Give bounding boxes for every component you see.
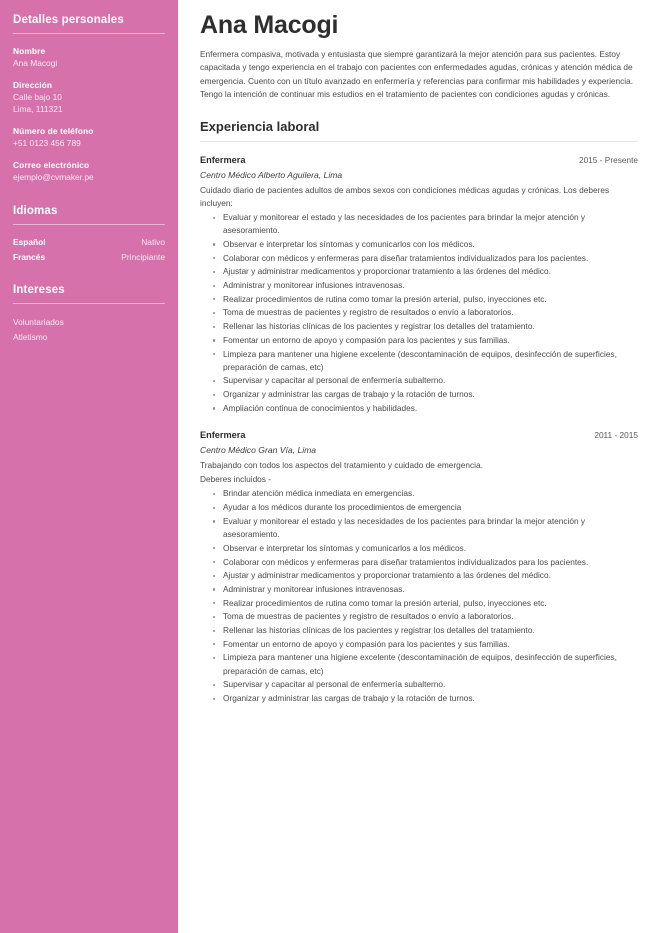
interest-item: Atletismo	[13, 332, 48, 342]
job-organization: Centro Médico Gran Vía, Lima	[200, 445, 317, 456]
job-description-line2: Deberes incluidos -	[200, 474, 272, 485]
field-telefono	[13, 125, 165, 149]
field-telefono-label: Número de teléfono	[13, 126, 94, 136]
job-title: Enfermera	[200, 154, 246, 165]
list-item: Organizar y administrar las cargas de trabajo y la rotación de turnos.	[200, 388, 638, 401]
experience-heading: Experiencia laboral	[200, 118, 320, 134]
job-description-line1: Trabajando con todos los aspectos del tratamiento y cuidado de emergencia.	[200, 460, 483, 471]
job-responsibilities-list	[200, 487, 638, 705]
list-item: Evaluar y monitorear el estado y las necesidades de los pacientes para brindar la mejor atención y asesoramiento.	[200, 515, 638, 541]
job-dates: 2015 - Presente	[578, 154, 638, 165]
field-nombre	[13, 45, 165, 69]
experience-divider	[200, 141, 638, 142]
language-name: Francés	[13, 252, 46, 262]
profile-summary: Enfermera compasiva, motivada y entusiasta que siempre garantizará la mejor atención para sus pacientes. Estoy capacitada y tengo experiencia en el trabajo con pacientes con enfermedades agudas, crónicas y atención médica de emergencia. Cuento con un título avanzado en enfermería y referencias para confirmar mis habilidades y experiencia. Tengo la intención de continuar mis estudios en el tratamiento de pacientes con condiciones agudas y crónicas.	[200, 49, 634, 100]
list-item: Fomentar un entorno de apoyo y compasión para los pacientes y sus familias.	[200, 334, 638, 347]
page-title: Ana Macogi	[200, 11, 339, 39]
list-item: Ajustar y administrar medicamentos y proporcionar tratamiento a las órdenes del médico.	[200, 265, 638, 278]
sidebar-spacer-1	[13, 193, 165, 205]
sidebar	[0, 0, 178, 933]
list-item: Limpieza para mantener una higiene excelente (descontaminación de equipos, desinfección de superficies, preparación de camas, etc)	[200, 651, 638, 677]
list-item: Observar e interpretar los síntomas y comunicarlos a los médicos.	[200, 542, 638, 555]
interests-section	[13, 284, 165, 345]
language-row	[13, 251, 165, 264]
job-dates: 2011 - 2015	[594, 430, 638, 441]
personal-details-divider	[13, 33, 165, 34]
experience-entry	[200, 154, 638, 415]
language-level: Principiante	[121, 252, 165, 262]
languages-heading: Idiomas	[13, 205, 58, 217]
language-row	[13, 236, 165, 249]
job-description: Cuidado diario de pacientes adultos de ambos sexos con condiciones médicas agudas y crónicas. Los deberes incluyen:	[200, 184, 610, 208]
list-item: Colaborar con médicos y enfermeras para diseñar tratamientos individualizados para los pacientes.	[200, 556, 638, 569]
list-item: Fomentar un entorno de apoyo y compasión para los pacientes y sus familias.	[200, 638, 638, 651]
personal-details-heading: Detalles personales	[13, 14, 124, 26]
field-correo	[13, 159, 165, 183]
experience-entry-header	[200, 429, 638, 442]
list-item: Realizar procedimientos de rutina como tomar la presión arterial, pulso, inyecciones etc.	[200, 293, 638, 306]
main-content	[178, 0, 660, 933]
job-responsibilities-list	[200, 211, 638, 415]
language-level: Nativo	[141, 237, 165, 247]
list-item: Observar e interpretar los síntomas y comunicarlos con los médicos.	[200, 238, 638, 251]
languages-section	[13, 205, 165, 264]
list-item: Toma de muestras de pacientes y registro de resultados o envío a laboratorios.	[200, 306, 638, 319]
list-item: Ayudar a los médicos durante los procedimientos de emergencia	[200, 501, 638, 514]
list-item: Realizar procedimientos de rutina como tomar la presión arterial, pulso, inyecciones etc.	[200, 597, 638, 610]
job-title: Enfermera	[200, 430, 246, 441]
list-item: Ampliación continua de conocimientos y habilidades.	[200, 402, 638, 415]
field-direccion-line2: Lima, 111321	[13, 104, 63, 114]
list-item: Rellenar las historias clínicas de los pacientes y registrar los detalles del tratamiento.	[200, 320, 638, 333]
field-direccion	[13, 79, 165, 115]
sidebar-spacer-2	[13, 266, 165, 284]
field-telefono-value: +51 0123 456 789	[13, 138, 81, 148]
interests-divider	[13, 303, 165, 304]
list-item: Administrar y monitorear infusiones intravenosas.	[200, 279, 638, 292]
list-item: Ajustar y administrar medicamentos y proporcionar tratamiento a las órdenes del médico.	[200, 569, 638, 582]
field-nombre-label: Nombre	[13, 46, 46, 56]
interests-heading: Intereses	[13, 284, 65, 296]
list-item: Colaborar con médicos y enfermeras para diseñar tratamientos individualizados para los pacientes.	[200, 252, 638, 265]
field-correo-label: Correo electrónico	[13, 160, 90, 170]
field-direccion-label: Dirección	[13, 80, 53, 90]
field-direccion-line1: Calle bajo 10	[13, 92, 62, 102]
list-item: Evaluar y monitorear el estado y las necesidades de los pacientes para brindar la mejor atención y asesoramiento.	[200, 211, 638, 237]
list-item: Administrar y monitorear infusiones intravenosas.	[200, 583, 638, 596]
list-item: Supervisar y capacitar al personal de enfermería subalterno.	[200, 678, 638, 691]
list-item: Rellenar las historias clínicas de los pacientes y registrar los detalles del tratamiento.	[200, 624, 638, 637]
list-item: Toma de muestras de pacientes y registro de resultados o envío a laboratorios.	[200, 610, 638, 623]
language-name: Español	[13, 237, 46, 247]
list-item: Organizar y administrar las cargas de trabajo y la rotación de turnos.	[200, 692, 638, 705]
interest-item: Voluntariados	[13, 317, 64, 327]
list-item: Supervisar y capacitar al personal de enfermería subalterno.	[200, 374, 638, 387]
experience-entry-header	[200, 154, 638, 167]
list-item: Limpieza para mantener una higiene excelente (descontaminación de equipos, desinfección de superficies, preparación de camas, etc)	[200, 348, 638, 374]
field-correo-value: ejemplo@cvmaker.pe	[13, 172, 94, 182]
field-nombre-value: Ana Macogi	[13, 58, 58, 68]
personal-details-section	[13, 14, 165, 183]
languages-divider	[13, 224, 165, 225]
job-organization: Centro Médico Alberto Aguilera, Lima	[200, 169, 343, 180]
experience-entry	[200, 429, 638, 705]
list-item: Brindar atención médica inmediata en emergencias.	[200, 487, 638, 500]
experience-section	[200, 118, 638, 706]
